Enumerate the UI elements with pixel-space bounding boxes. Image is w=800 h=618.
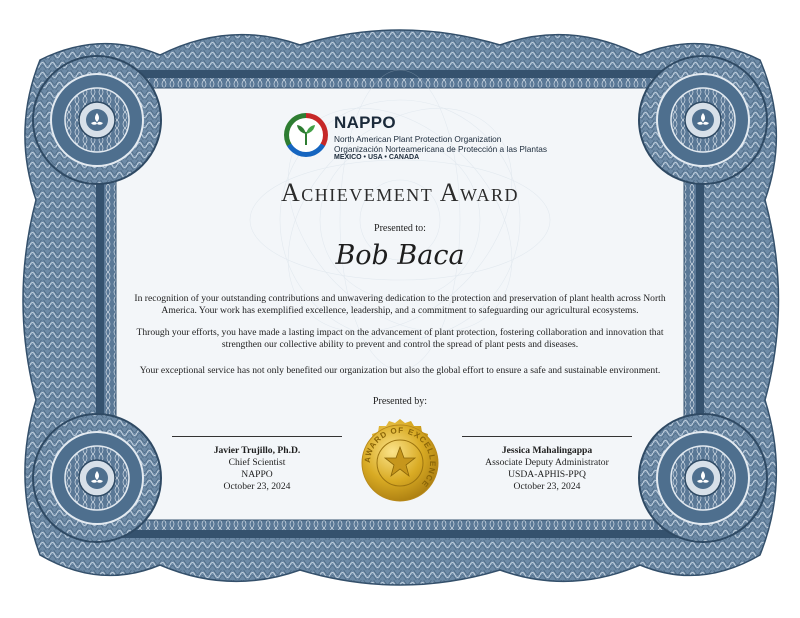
signature-line-left: [172, 436, 342, 437]
seal-text-path: AWARD OF EXCELLENCE: [362, 425, 438, 490]
presented-to-label: Presented to:: [374, 223, 426, 234]
signatory-name: Jessica Mahalingappa: [501, 445, 593, 456]
signatory-org: NAPPO: [241, 469, 273, 480]
nappo-logo: [284, 113, 548, 163]
signatory-left: [142, 445, 372, 493]
paragraph-service: Your exceptional service has not only benefited our organization but also the global effort to ensure a safe and sustainable environment.: [139, 365, 661, 376]
paragraph-impact: Through your efforts, you have made a lasting impact on the advancement of plant protection, fostering collaboration and innovation that strengthen our collective ability to prevent and control the spread of plant pests and diseases.: [136, 327, 664, 350]
signatory-right: [432, 445, 662, 493]
award-title: Achievement Award: [280, 178, 520, 207]
logo-line-english: North American Plant Protection Organization: [334, 134, 502, 144]
signatory-title: Chief Scientist: [228, 457, 286, 468]
nappo-emblem-icon: [284, 113, 328, 157]
presented-by-label: Presented by:: [372, 396, 428, 407]
signatory-date: October 23, 2024: [513, 481, 581, 492]
logo-line-spanish: Organización Norteamericana de Protección a las Plantas: [334, 144, 548, 154]
recipient-name: Bob Baca: [335, 240, 465, 271]
logo-title: NAPPO: [334, 113, 396, 132]
rosette-top-left: [33, 56, 161, 184]
paragraph-recognition: In recognition of your outstanding contributions and unwavering dedication to the protection and preservation of plant health across North America. Your work has exemplified excellence, leadership, and a commitment to safeguarding our agricultural ecosystems.: [134, 293, 666, 316]
signatory-date: October 23, 2024: [223, 481, 291, 492]
gold-seal: [355, 418, 445, 508]
logo-line-countries: MEXICO • USA • CANADA: [334, 154, 420, 161]
signatory-org: USDA-APHIS-PPQ: [508, 469, 586, 480]
signatory-name: Javier Trujillo, Ph.D.: [213, 445, 301, 456]
signature-line-right: [462, 436, 632, 437]
signatory-title: Associate Deputy Administrator: [485, 457, 609, 468]
rosette-top-right: [639, 56, 767, 184]
